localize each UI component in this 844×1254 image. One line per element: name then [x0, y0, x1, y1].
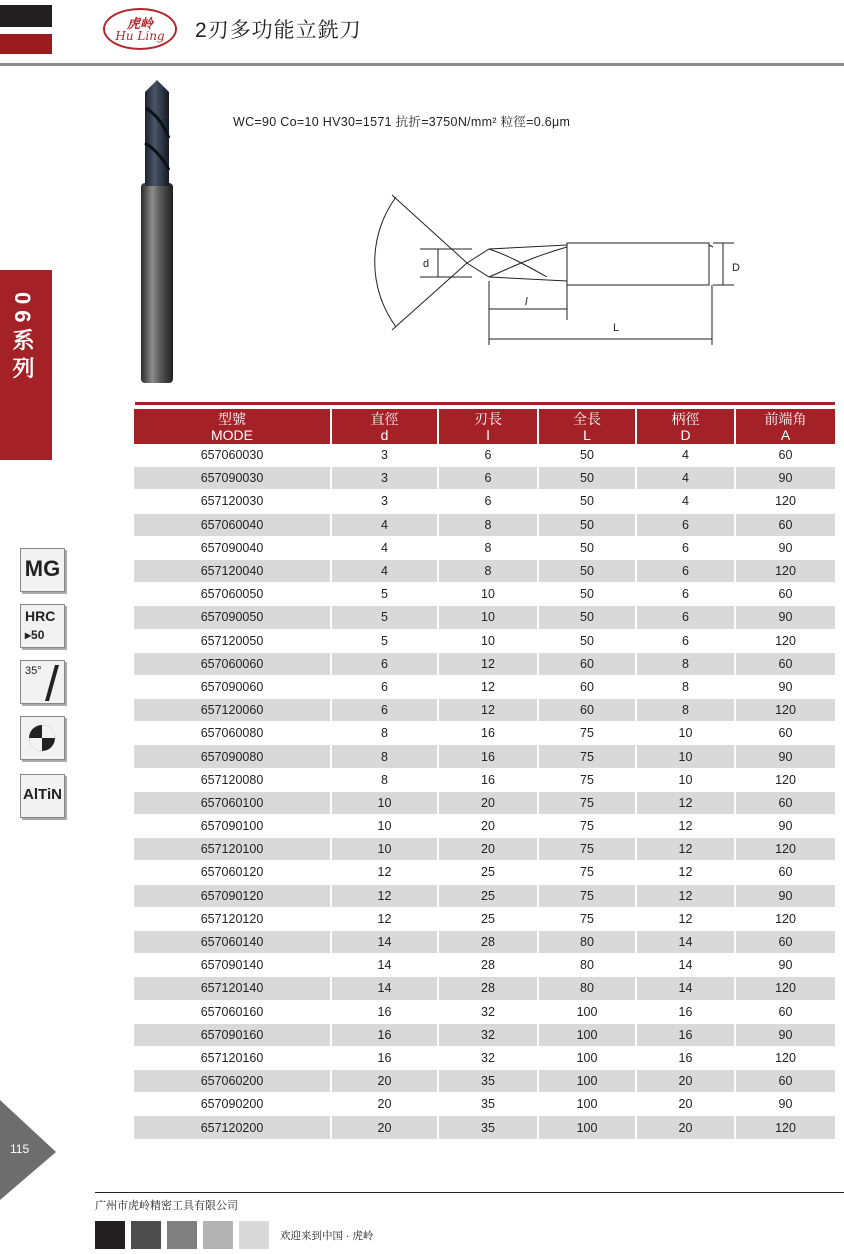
table-cell: 657120200 [134, 1116, 331, 1139]
hrc-label: HRC [25, 608, 56, 624]
table-cell: 4 [636, 490, 735, 513]
table-cell: 8 [636, 675, 735, 698]
table-cell: 8 [331, 745, 438, 768]
table-cell: 16 [636, 1023, 735, 1046]
table-cell: 20 [438, 791, 538, 814]
footer-divider [95, 1192, 844, 1193]
table-cell: 120 [735, 629, 835, 652]
altin-label: AlTiN [23, 786, 62, 803]
table-row [134, 815, 835, 838]
table-cell: 60 [735, 513, 835, 536]
column-header-en: l [486, 426, 490, 443]
table-cell: 657060200 [134, 1070, 331, 1093]
table-row [134, 1000, 835, 1023]
table-cell: 657090080 [134, 745, 331, 768]
two-flute-icon [20, 716, 65, 760]
column-header-zh: 前端角 [764, 410, 807, 427]
table-cell: 20 [636, 1070, 735, 1093]
table-cell: 20 [636, 1093, 735, 1116]
color-swatch [167, 1221, 197, 1249]
table-cell: 16 [438, 768, 538, 791]
table-cell: 50 [538, 606, 636, 629]
table-cell: 75 [538, 815, 636, 838]
table-row [134, 907, 835, 930]
table-row [134, 838, 835, 861]
table-body [134, 444, 835, 1139]
table-cell: 657060100 [134, 791, 331, 814]
helix-angle-icon [20, 660, 65, 704]
column-header-en: L [583, 426, 591, 443]
table-cell: 100 [538, 1000, 636, 1023]
table-cell: 14 [331, 954, 438, 977]
table-cell: 35 [438, 1116, 538, 1139]
page-number: 115 [10, 1142, 30, 1156]
table-cell: 20 [636, 1116, 735, 1139]
table-cell: 8 [331, 722, 438, 745]
table-cell: 14 [636, 954, 735, 977]
table-cell: 12 [331, 861, 438, 884]
table-cell: 10 [438, 583, 538, 606]
table-row [134, 1023, 835, 1046]
table-cell: 14 [331, 930, 438, 953]
table-row [134, 583, 835, 606]
table-cell: 100 [538, 1093, 636, 1116]
table-cell: 50 [538, 490, 636, 513]
hrc-hardness-icon [20, 604, 65, 648]
table-cell: 6 [636, 629, 735, 652]
table-row [134, 1093, 835, 1116]
table-cell: 120 [735, 559, 835, 582]
table-cell: 20 [438, 815, 538, 838]
table-cell: 60 [735, 791, 835, 814]
table-row [134, 675, 835, 698]
table-cell: 35 [438, 1070, 538, 1093]
table-row [134, 1070, 835, 1093]
table-cell: 20 [331, 1093, 438, 1116]
table-cell: 6 [438, 444, 538, 467]
table-cell: 50 [538, 444, 636, 467]
table-cell: 120 [735, 1116, 835, 1139]
table-cell: 5 [331, 629, 438, 652]
column-header-zh: 刃長 [474, 410, 502, 427]
table-row [134, 536, 835, 559]
table-row [134, 699, 835, 722]
column-header-en: d [380, 426, 389, 443]
table-cell: 6 [636, 536, 735, 559]
table-cell: 75 [538, 838, 636, 861]
table-cell: 80 [538, 977, 636, 1000]
table-cell: 12 [636, 884, 735, 907]
table-cell: 35 [438, 1093, 538, 1116]
table-cell: 657090060 [134, 675, 331, 698]
table-cell: 8 [331, 768, 438, 791]
table-cell: 120 [735, 768, 835, 791]
table-cell: 12 [438, 699, 538, 722]
table-cell: 3 [331, 490, 438, 513]
table-cell: 90 [735, 1023, 835, 1046]
table-row [134, 444, 835, 467]
table-cell: 12 [331, 907, 438, 930]
table-cell: 4 [331, 559, 438, 582]
dim-d-label: d [423, 258, 430, 270]
table-cell: 14 [331, 977, 438, 1000]
table-cell: 5 [331, 583, 438, 606]
table-row [134, 977, 835, 1000]
table-cell: 6 [636, 513, 735, 536]
table-cell: 100 [538, 1023, 636, 1046]
table-header-row [134, 409, 835, 444]
table-cell: 120 [735, 490, 835, 513]
header-red-bar [0, 34, 52, 54]
column-header-en: A [780, 426, 791, 443]
table-cell: 8 [438, 559, 538, 582]
table-cell: 657090030 [134, 467, 331, 490]
table-cell: 6 [636, 583, 735, 606]
table-cell: 80 [538, 930, 636, 953]
table-cell: 657120040 [134, 559, 331, 582]
table-cell: 90 [735, 954, 835, 977]
table-cell: 657060140 [134, 930, 331, 953]
column-header-zh: 柄徑 [671, 410, 700, 427]
table-cell: 12 [636, 815, 735, 838]
table-cell: 50 [538, 583, 636, 606]
hrc-value: ▸50 [25, 628, 45, 642]
table-cell: 28 [438, 930, 538, 953]
table-row [134, 791, 835, 814]
table-cell: 28 [438, 977, 538, 1000]
table-cell: 3 [331, 444, 438, 467]
table-cell: 4 [331, 513, 438, 536]
table-cell: 75 [538, 745, 636, 768]
table-row [134, 861, 835, 884]
table-cell: 16 [636, 1000, 735, 1023]
helix-angle-label: 35° [25, 665, 42, 677]
table-cell: 90 [735, 1093, 835, 1116]
table-cell: 32 [438, 1046, 538, 1069]
table-cell: 657120140 [134, 977, 331, 1000]
table-row [134, 629, 835, 652]
table-cell: 80 [538, 954, 636, 977]
column-header [438, 409, 538, 444]
table-cell: 8 [636, 652, 735, 675]
table-cell: 4 [331, 536, 438, 559]
table-cell: 12 [331, 884, 438, 907]
table-cell: 657060030 [134, 444, 331, 467]
table-cell: 657120050 [134, 629, 331, 652]
table-cell: 657120100 [134, 838, 331, 861]
table-cell: 60 [735, 1070, 835, 1093]
table-cell: 25 [438, 861, 538, 884]
table-cell: 6 [331, 699, 438, 722]
table-cell: 16 [636, 1046, 735, 1069]
table-cell: 8 [438, 513, 538, 536]
column-header-zh: 直徑 [370, 410, 399, 427]
table-cell: 90 [735, 815, 835, 838]
table-row [134, 606, 835, 629]
table-cell: 120 [735, 907, 835, 930]
table-cell: 75 [538, 861, 636, 884]
table-cell: 32 [438, 1000, 538, 1023]
table-cell: 60 [735, 722, 835, 745]
table-cell: 100 [538, 1070, 636, 1093]
table-row [134, 768, 835, 791]
table-cell: 3 [331, 467, 438, 490]
table-cell: 90 [735, 745, 835, 768]
table-cell: 90 [735, 884, 835, 907]
table-cell: 10 [636, 745, 735, 768]
table-cell: 14 [636, 977, 735, 1000]
table-row [134, 745, 835, 768]
table-cell: 60 [735, 444, 835, 467]
table-cell: 657090200 [134, 1093, 331, 1116]
table-cell: 657090160 [134, 1023, 331, 1046]
table-cell: 50 [538, 467, 636, 490]
table-cell: 6 [636, 606, 735, 629]
dim-D-label: D [732, 262, 740, 274]
logo-latin: Hu Ling [115, 29, 165, 43]
table-row [134, 722, 835, 745]
table-cell: 657090120 [134, 884, 331, 907]
logo-chinese: 虎岭 [126, 17, 153, 32]
table-cell: 75 [538, 884, 636, 907]
color-swatch [95, 1221, 125, 1249]
table-top-rule [135, 402, 835, 405]
table-cell: 657120160 [134, 1046, 331, 1069]
column-header-zh: 型號 [218, 410, 246, 427]
table-cell: 657060060 [134, 652, 331, 675]
table-cell: 16 [438, 722, 538, 745]
table-cell: 120 [735, 838, 835, 861]
table-row [134, 559, 835, 582]
table-cell: 10 [636, 768, 735, 791]
column-header-en: D [680, 426, 691, 443]
table-cell: 12 [636, 907, 735, 930]
table-cell: 657120060 [134, 699, 331, 722]
header-black-bar [0, 5, 52, 27]
table-row [134, 930, 835, 953]
table-cell: 657090100 [134, 815, 331, 838]
table-cell: 20 [438, 838, 538, 861]
table-cell: 75 [538, 768, 636, 791]
header-divider [0, 63, 844, 66]
column-header [636, 409, 735, 444]
table-cell: 12 [636, 861, 735, 884]
table-cell: 75 [538, 722, 636, 745]
table-cell: 16 [331, 1000, 438, 1023]
table-row [134, 513, 835, 536]
mg-grade-icon [20, 548, 65, 592]
tool-dimension-drawing [372, 185, 752, 350]
series-label: 06系列 [10, 292, 35, 385]
table-cell: 50 [538, 559, 636, 582]
table-cell: 20 [331, 1070, 438, 1093]
table-cell: 657120030 [134, 490, 331, 513]
table-cell: 10 [636, 722, 735, 745]
table-cell: 100 [538, 1046, 636, 1069]
table-row [134, 490, 835, 513]
table-cell: 60 [735, 930, 835, 953]
table-cell: 60 [538, 652, 636, 675]
table-cell: 120 [735, 977, 835, 1000]
table-cell: 657060080 [134, 722, 331, 745]
column-header-zh: 全長 [573, 410, 601, 427]
table-cell: 657090140 [134, 954, 331, 977]
table-cell: 10 [331, 815, 438, 838]
table-cell: 60 [735, 861, 835, 884]
table-cell: 50 [538, 536, 636, 559]
color-swatch [131, 1221, 161, 1249]
table-cell: 6 [331, 652, 438, 675]
table-cell: 657060050 [134, 583, 331, 606]
table-cell: 90 [735, 606, 835, 629]
table-cell: 8 [438, 536, 538, 559]
table-row [134, 1116, 835, 1139]
table-cell: 20 [331, 1116, 438, 1139]
table-row [134, 652, 835, 675]
table-cell: 12 [438, 675, 538, 698]
table-cell: 50 [538, 629, 636, 652]
table-row [134, 467, 835, 490]
table-cell: 10 [438, 606, 538, 629]
column-header [331, 409, 438, 444]
table-cell: 6 [438, 490, 538, 513]
series-tab [0, 270, 52, 460]
column-header [134, 409, 331, 444]
dim-L-label: L [613, 322, 620, 334]
table-cell: 657090040 [134, 536, 331, 559]
table-cell: 60 [538, 675, 636, 698]
table-cell: 32 [438, 1023, 538, 1046]
table-row [134, 884, 835, 907]
dim-l-label: l [525, 296, 528, 308]
table-cell: 60 [735, 652, 835, 675]
table-cell: 120 [735, 699, 835, 722]
table-cell: 5 [331, 606, 438, 629]
color-swatch [239, 1221, 269, 1249]
table-cell: 16 [438, 745, 538, 768]
table-cell: 657090050 [134, 606, 331, 629]
color-swatch [203, 1221, 233, 1249]
table-cell: 28 [438, 954, 538, 977]
table-cell: 16 [331, 1046, 438, 1069]
page-title: 2刃多功能立銑刀 [195, 19, 362, 42]
table-cell: 120 [735, 1046, 835, 1069]
table-cell: 75 [538, 791, 636, 814]
table-cell: 60 [735, 1000, 835, 1023]
mg-label: MG [24, 556, 61, 581]
brand-logo [103, 8, 177, 50]
table-cell: 100 [538, 1116, 636, 1139]
table-cell: 10 [438, 629, 538, 652]
table-cell: 657060160 [134, 1000, 331, 1023]
table-cell: 60 [735, 583, 835, 606]
table-cell: 657060120 [134, 861, 331, 884]
column-header [735, 409, 835, 444]
table-cell: 6 [438, 467, 538, 490]
table-cell: 16 [331, 1023, 438, 1046]
table-cell: 657120080 [134, 768, 331, 791]
column-header [538, 409, 636, 444]
table-cell: 12 [636, 838, 735, 861]
table-cell: 8 [636, 699, 735, 722]
welcome-text: 欢迎来到中国 · 虎岭 [280, 1230, 374, 1242]
table-cell: 50 [538, 513, 636, 536]
table-cell: 4 [636, 444, 735, 467]
altin-coating-icon [20, 774, 65, 818]
table-cell: 25 [438, 907, 538, 930]
table-row [134, 1046, 835, 1069]
table-cell: 25 [438, 884, 538, 907]
table-cell: 12 [636, 791, 735, 814]
table-cell: 10 [331, 838, 438, 861]
table-row [134, 954, 835, 977]
material-spec: WC=90 Co=10 HV30=1571 抗折=3750N/mm² 粒徑=0.6μm [233, 115, 571, 129]
table-cell: 12 [438, 652, 538, 675]
spec-table [134, 409, 835, 1140]
table-cell: 90 [735, 467, 835, 490]
column-header-en: MODE [211, 426, 253, 443]
table-cell: 4 [636, 467, 735, 490]
table-cell: 90 [735, 536, 835, 559]
table-cell: 657060040 [134, 513, 331, 536]
table-cell: 60 [538, 699, 636, 722]
table-cell: 14 [636, 930, 735, 953]
company-name: 广州市虎岭精密工具有限公司 [95, 1200, 238, 1212]
table-cell: 75 [538, 907, 636, 930]
table-cell: 6 [636, 559, 735, 582]
table-cell: 6 [331, 675, 438, 698]
table-cell: 90 [735, 675, 835, 698]
table-cell: 10 [331, 791, 438, 814]
table-cell: 657120120 [134, 907, 331, 930]
tool-photo [128, 78, 186, 388]
